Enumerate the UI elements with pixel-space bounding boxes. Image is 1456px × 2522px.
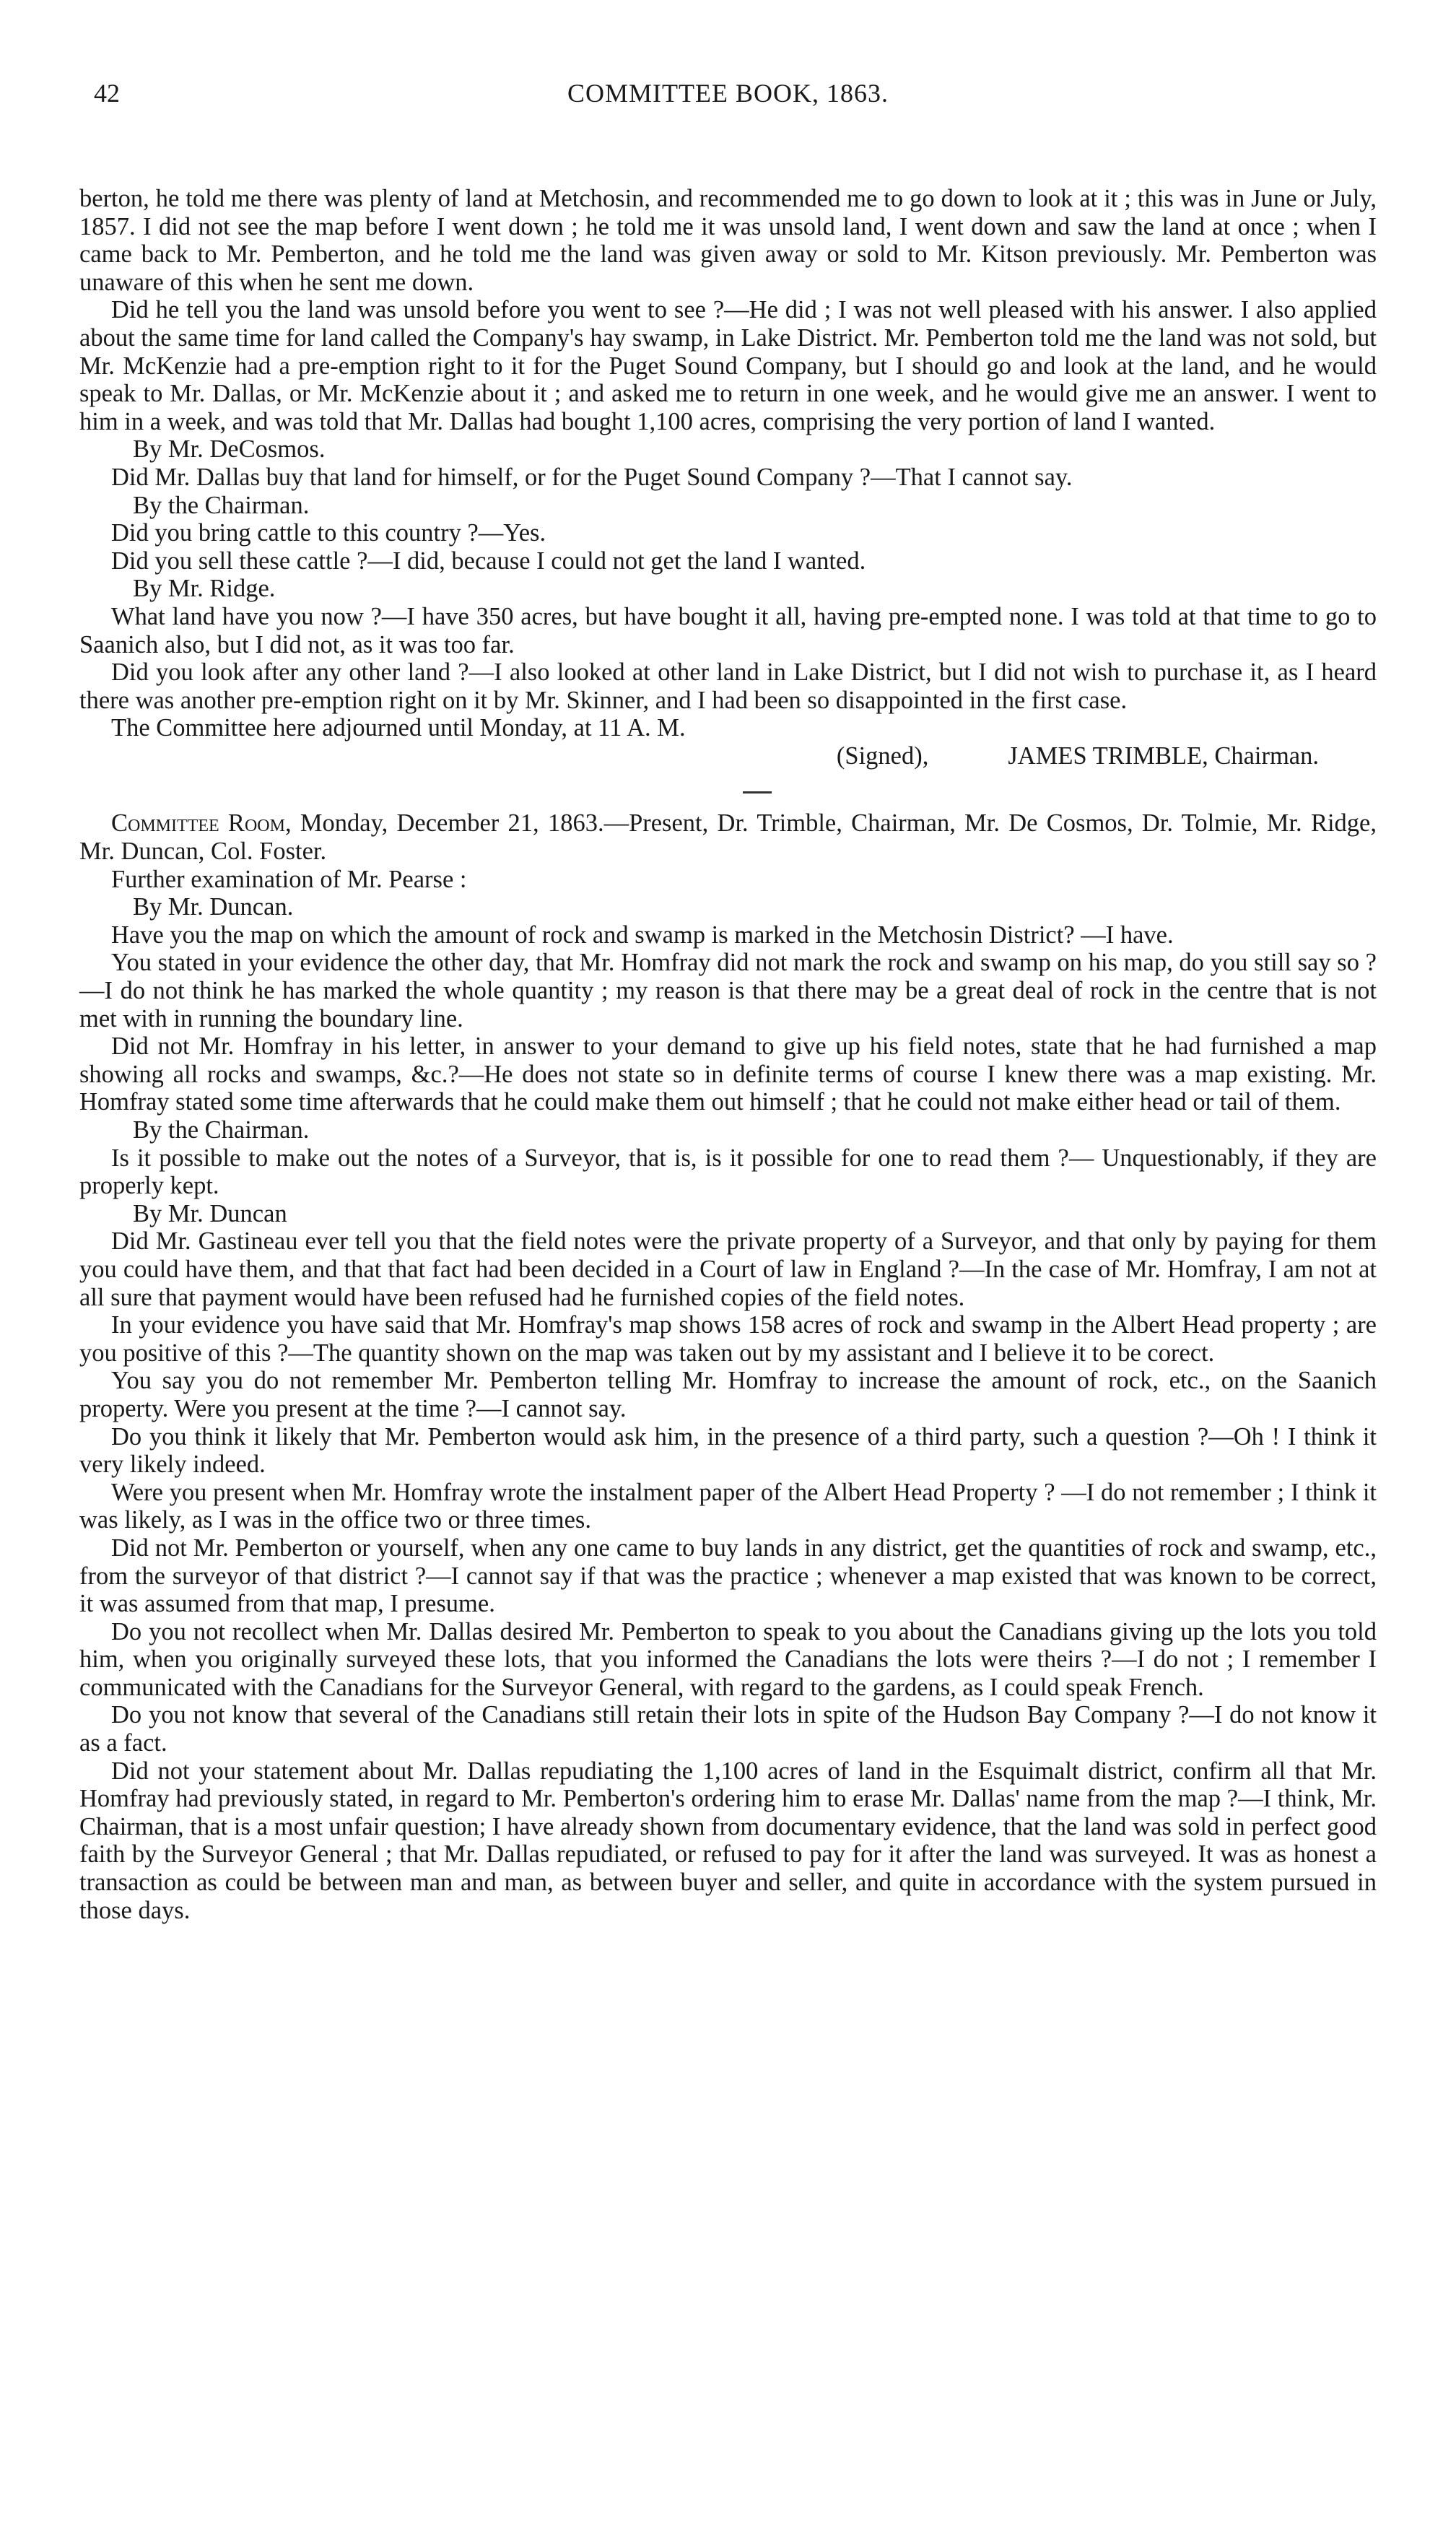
session-paragraph (79, 809, 1377, 865)
signature-line (79, 742, 1377, 770)
examiner-heading: By Mr. Duncan (133, 1199, 287, 1227)
examiner-heading: By the Chairman. (133, 1116, 310, 1144)
paragraph: Have you the map on which the amount of rock and swamp is marked in the Metchosin District? —I have. (111, 921, 1174, 949)
document-body (79, 185, 1377, 1924)
examiner-heading: By Mr. Duncan. (133, 893, 294, 921)
paragraph: Did not Mr. Pemberton or yourself, when any one came to buy lands in any district, get the quantities of rock and swamp, etc., from the surveyor of that district ?—I cannot say if that was the practice ; whenever a map existed that was known to be correct, it was assumed from that map, I presume. (79, 1534, 1377, 1618)
adjournment-note: The Committee here adjourned until Monday, at 11 A. M. (111, 714, 686, 742)
paragraph: berton, he told me there was plenty of land at Metchosin, and recommended me to go down to look at it ; this was in June or July, 1857. I did not see the map before I went down ; he told me it was unsold land, I went down and saw the land at once ; when I came back to Mr. Pemberton, and he told me the land was given away or sold to Mr. Kitson previously. Mr. Pemberton was unaware of this when he sent me down. (79, 185, 1377, 296)
paragraph: Do you not recollect when Mr. Dallas desired Mr. Pemberton to speak to you about the Canadians giving up the lots you told him, when you originally surveyed these lots, that you informed the Canadians the lots were theirs ?—I do not ; I remember I communicated with the Canadians for the Surveyor General, with regard to the gardens, as I could speak French. (79, 1617, 1377, 1701)
examiner-heading: By the Chairman. (133, 491, 310, 519)
session-text: Monday, December 21, 1863.—Present, Dr. Trimble, Chairman, Mr. De Cosmos, Dr. Tolmie, Mr. Ridge, Mr. Duncan, Col. Foster. (79, 809, 1377, 866)
paragraph: Did you sell these cattle ?—I did, because I could not get the land I wanted. (111, 547, 866, 575)
page-header (79, 78, 1377, 121)
paragraph: Did not Mr. Homfray in his letter, in answer to your demand to give up his field notes, state that he had furnished a map showing all rocks and swamps, &c.?—He does not state so in definite terms of course I knew there was a map existing. Mr. Homfray stated some time afterwards that he could make them out himself ; that he could not make either head or tail of them. (79, 1032, 1377, 1116)
paragraph: Do you think it likely that Mr. Pemberton would ask him, in the presence of a third party, such a question ?—Oh ! I think it very likely indeed. (79, 1422, 1377, 1479)
examiner-heading: By Mr. DeCosmos. (133, 435, 326, 464)
paragraph: Did not your statement about Mr. Dallas repudiating the 1,100 acres of land in the Esquimalt district, confirm all that Mr. Homfray had previously stated, in regard to Mr. Pemberton's ordering him to erase Mr. Dallas' name from the map ?—I think, Mr. Chairman, that is a most unfair question; I have already shown from documentary evidence, that the land was sold in perfect good faith by the Surveyor General ; that Mr. Dallas repudiated, or refused to pay for it after the land was surveyed. It was as honest a transaction as could be between man and man, as between buyer and seller, and quite in accordance with the system pursued in those days. (79, 1757, 1377, 1924)
page-number: 42 (94, 79, 120, 108)
paragraph: Did he tell you the land was unsold before you went to see ?—He did ; I was not well pleased with his answer. I also applied about the same time for land called the Company's hay swamp, in Lake District. Mr. Pemberton told me the land was not sold, but Mr. McKenzie had a pre-emption right to it for the Puget Sound Company, but I should go and look at the land, and he would speak to Mr. Dallas, or Mr. McKenzie about it ; and asked me to return in one week, and he would give me an answer. I went to him in a week, and was told that Mr. Dallas had bought 1,100 acres, comprising the very portion of land I wanted. (79, 296, 1377, 435)
examiner-heading: By Mr. Ridge. (133, 575, 276, 603)
paragraph: You say you do not remember Mr. Pemberton telling Mr. Homfray to increase the amount of rock, etc., on the Saanich property. Were you present at the time ?—I cannot say. (79, 1367, 1377, 1422)
paragraph: You stated in your evidence the other day, that Mr. Homfray did not mark the rock and swamp on his map, do you still say so ?—I do not think he has marked the whole quantity ; my reason is that there may be a great deal of rock in the centre that is not met with in running the boundary line. (79, 949, 1377, 1032)
paragraph: Is it possible to make out the notes of a Surveyor, that is, is it possible for one to read them ?— Unquestionably, if they are properly kept. (79, 1144, 1377, 1200)
session-lead: Committee Room, (111, 809, 292, 838)
paragraph: Did you look after any other land ?—I also looked at other land in Lake District, but I did not wish to purchase it, as I heard there was another pre-emption right on it by Mr. Skinner, and I had been so disappointed in the first case. (79, 658, 1377, 714)
signed-label: (Signed), (836, 742, 929, 770)
paragraph: Do you not know that several of the Canadians still retain their lots in spite of the Hudson Bay Company ?—I do not know it as a fact. (79, 1701, 1377, 1757)
section-divider (743, 791, 772, 793)
paragraph: What land have you now ?—I have 350 acres, but have bought it all, having pre-empted none. I was told at that time to go to Saanich also, but I did not, as it was too far. (79, 602, 1377, 658)
paragraph: Did you bring cattle to this country ?—Yes. (111, 519, 546, 547)
paragraph: In your evidence you have said that Mr. Homfray's map shows 158 acres of rock and swamp in the Albert Head property ; are you positive of this ?—The quantity shown on the map was taken out by my assistant and I believe it to be corect. (79, 1311, 1377, 1367)
paragraph: Did Mr. Gastineau ever tell you that the field notes were the private property of a Surveyor, and that only by paying for them you could have them, and that that fact had been decided in a Court of law in England ?—In the case of Mr. Homfray, I am not at all sure that payment would have been refused had he furnished copies of the field notes. (79, 1227, 1377, 1311)
signed-name: JAMES TRIMBLE, Chairman. (1008, 742, 1319, 770)
paragraph: Were you present when Mr. Homfray wrote the instalment paper of the Albert Head Property ? —I do not remember ; I think it was likely, as I was in the office two or three times. (79, 1478, 1377, 1534)
running-title: COMMITTEE BOOK, 1863. (567, 79, 889, 108)
paragraph: Further examination of Mr. Pearse : (111, 865, 467, 893)
paragraph: Did Mr. Dallas buy that land for himself, or for the Puget Sound Company ?—That I cannot say. (111, 463, 1073, 491)
